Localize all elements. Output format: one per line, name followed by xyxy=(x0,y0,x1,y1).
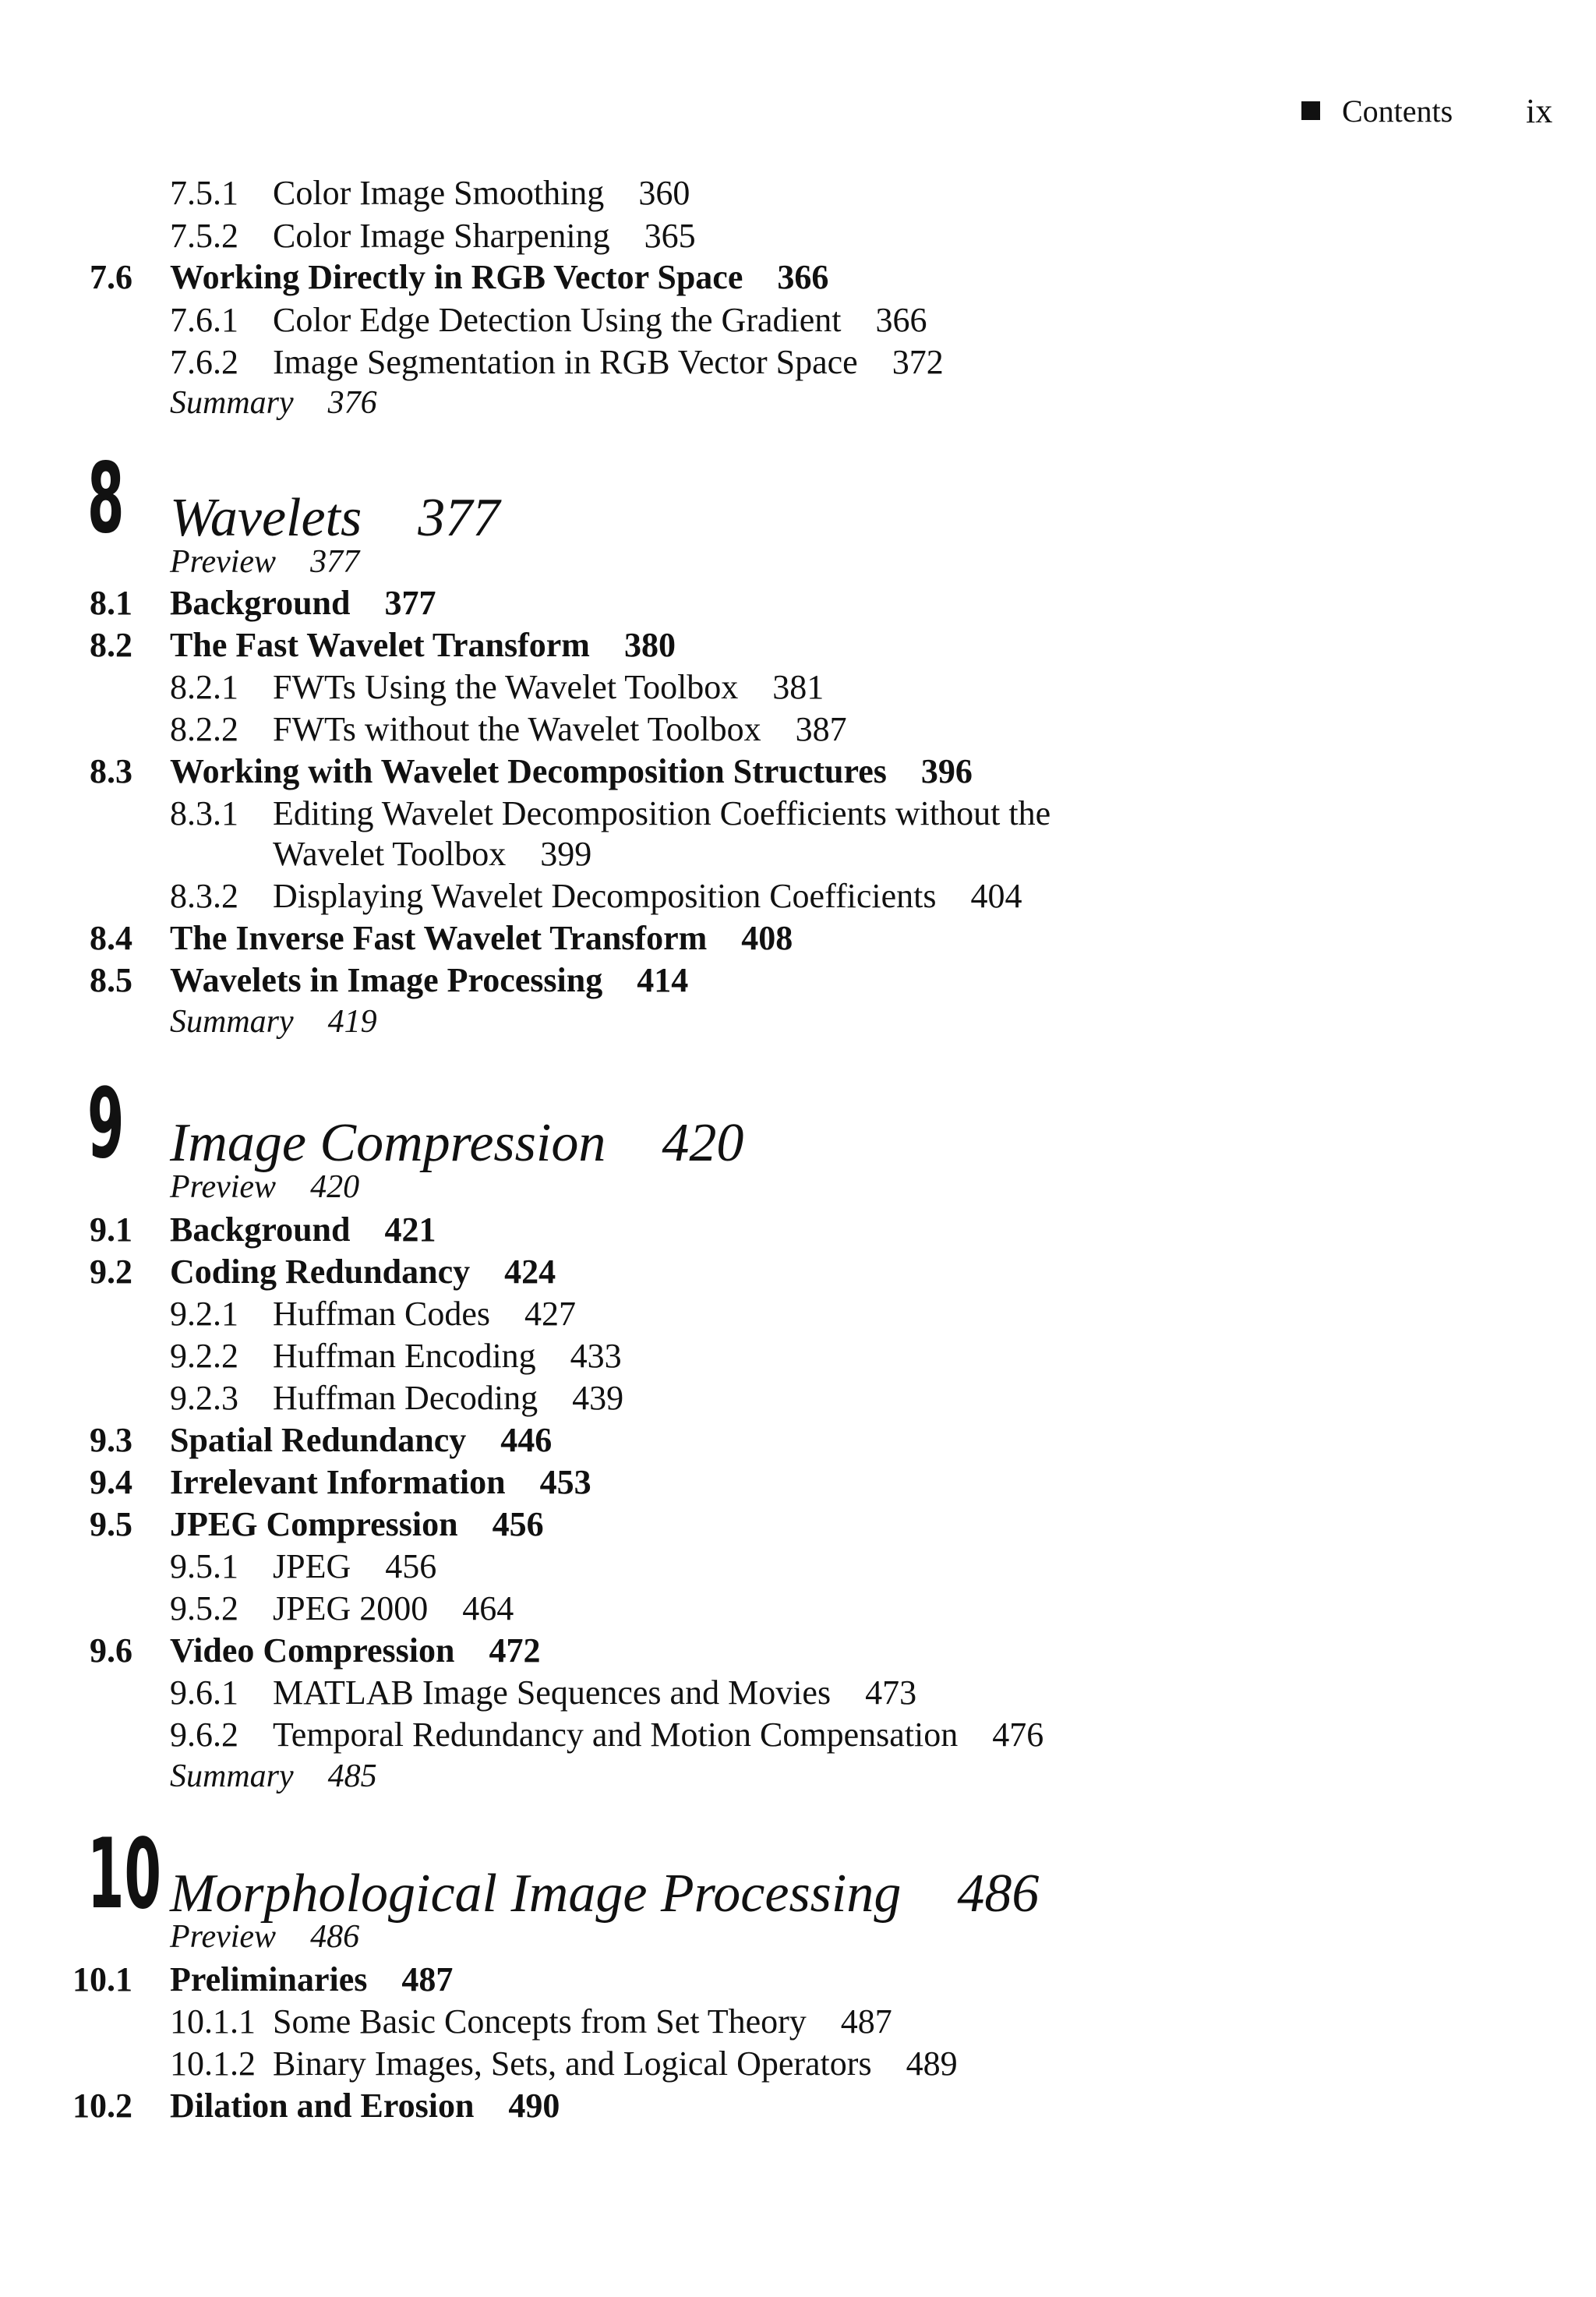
entry-number: 9.1 xyxy=(90,1210,132,1249)
entry-page: 419 xyxy=(327,1004,377,1040)
entry-title: Color Edge Detection Using the Gradient xyxy=(273,301,842,339)
entry-number: 8.2.2 xyxy=(170,710,238,748)
entry-number: 7.6.2 xyxy=(170,343,238,381)
entry-title: Dilation and Erosion xyxy=(170,2087,475,2125)
entry-page: 456 xyxy=(385,1547,437,1585)
entry-number: 10.1.2 xyxy=(170,2044,256,2083)
entry-page: 366 xyxy=(777,258,829,296)
summary-entry[interactable] xyxy=(170,1921,359,1953)
entry-title: Wavelets in Image Processing xyxy=(170,961,603,999)
section-entry[interactable] xyxy=(90,1253,556,1291)
chapter-title-text: Wavelets xyxy=(170,488,362,548)
entry-page: 453 xyxy=(539,1463,591,1501)
entry-title: The Inverse Fast Wavelet Transform xyxy=(170,919,708,957)
entry-title: JPEG Compression xyxy=(170,1505,458,1543)
running-head-label: Contents xyxy=(1342,93,1453,129)
entry-title: The Fast Wavelet Transform xyxy=(170,626,590,664)
entry-page: 490 xyxy=(508,2087,560,2125)
entry-title: Video Compression xyxy=(170,1631,455,1670)
entry-number: 8.2.1 xyxy=(170,668,238,706)
subsection-entry[interactable] xyxy=(170,345,944,380)
subsection-entry[interactable] xyxy=(170,1381,623,1415)
entry-title: Huffman Encoding xyxy=(273,1337,536,1375)
entry-number: 9.6.2 xyxy=(170,1716,238,1754)
entry-page: 381 xyxy=(772,668,824,706)
entry-number: 9.4 xyxy=(90,1463,132,1501)
entry-page: 476 xyxy=(992,1716,1044,1754)
summary-entry[interactable] xyxy=(170,1171,359,1203)
entry-title: Summary xyxy=(170,1758,294,1794)
entry-page: 387 xyxy=(795,710,847,748)
entry-page: 377 xyxy=(384,584,436,622)
entry-page: 472 xyxy=(489,1631,541,1670)
entry-number: 9.3 xyxy=(90,1421,132,1459)
entry-page: 489 xyxy=(906,2044,958,2083)
bullet-square-icon xyxy=(1301,101,1320,120)
entry-page: 408 xyxy=(741,919,793,957)
entry-title: Summary xyxy=(170,1004,294,1040)
entry-page: 473 xyxy=(865,1673,917,1712)
entry-number: 10.2 xyxy=(72,2087,132,2125)
entry-number: 8.4 xyxy=(90,919,132,957)
entry-page: 380 xyxy=(623,626,676,664)
entry-title: Background xyxy=(170,584,351,622)
section-entry[interactable] xyxy=(90,626,676,664)
section-entry[interactable] xyxy=(90,919,793,957)
entry-page: 376 xyxy=(327,385,377,421)
section-entry[interactable] xyxy=(90,1631,541,1670)
entry-title: Binary Images, Sets, and Logical Operators xyxy=(273,2044,872,2083)
entry-title: Huffman Decoding xyxy=(273,1379,538,1417)
entry-page: 421 xyxy=(384,1210,436,1249)
chapter-title-text: Image Compression xyxy=(170,1113,606,1173)
entry-title: JPEG 2000 xyxy=(273,1589,429,1627)
section-entry[interactable] xyxy=(90,1505,544,1543)
entry-page: 433 xyxy=(570,1337,622,1375)
subsection-entry[interactable] xyxy=(170,670,824,705)
entry-title: MATLAB Image Sequences and Movies xyxy=(273,1673,832,1712)
entry-title: Irrelevant Information xyxy=(170,1463,506,1501)
subsection-entry[interactable] xyxy=(170,794,1051,832)
entry-title: JPEG xyxy=(273,1547,351,1585)
entry-page: 372 xyxy=(892,343,944,381)
running-head xyxy=(1301,87,1553,134)
section-entry[interactable] xyxy=(90,961,689,999)
chapter-number: 9 xyxy=(87,1068,125,1180)
entry-page: 456 xyxy=(492,1505,544,1543)
entry-title: Some Basic Concepts from Set Theory xyxy=(273,2002,807,2041)
entry-page: 396 xyxy=(920,752,973,790)
subsection-entry[interactable] xyxy=(170,1339,622,1373)
entry-number: 9.2.2 xyxy=(170,1337,238,1375)
entry-page: 377 xyxy=(310,544,360,580)
entry-title: Preview xyxy=(170,1919,277,1955)
chapter-title[interactable] xyxy=(170,488,500,548)
entry-page: 427 xyxy=(524,1295,577,1333)
subsection-entry[interactable] xyxy=(273,837,591,871)
entry-number: 9.2.1 xyxy=(170,1295,238,1333)
chapter-title[interactable] xyxy=(170,1113,744,1173)
section-entry[interactable] xyxy=(90,752,973,790)
entry-number: 7.6 xyxy=(90,258,132,296)
entry-title: Displaying Wavelet Decomposition Coefficients xyxy=(273,877,937,915)
subsection-entry[interactable] xyxy=(170,303,927,337)
entry-number: 9.6 xyxy=(90,1631,132,1670)
entry-title: Coding Redundancy xyxy=(170,1253,471,1291)
entry-number: 9.5.1 xyxy=(170,1547,238,1585)
subsection-entry[interactable] xyxy=(170,712,847,747)
entry-number: 7.6.1 xyxy=(170,301,238,339)
entry-title: Huffman Codes xyxy=(273,1295,491,1333)
subsection-entry[interactable] xyxy=(170,176,690,210)
entry-title: Color Image Sharpening xyxy=(273,217,610,255)
entry-number: 8.3.1 xyxy=(170,794,238,832)
subsection-entry[interactable] xyxy=(170,1297,576,1331)
entry-title: Working Directly in RGB Vector Space xyxy=(170,258,743,296)
subsection-entry[interactable] xyxy=(170,2044,958,2083)
entry-number: 8.3 xyxy=(90,752,132,790)
page-number: ix xyxy=(1526,91,1553,130)
entry-page: 446 xyxy=(500,1421,553,1459)
entry-title: Summary xyxy=(170,385,294,421)
subsection-entry[interactable] xyxy=(170,879,1022,913)
entry-number: 9.2 xyxy=(90,1253,132,1291)
entry-title: Editing Wavelet Decomposition Coefficients without the xyxy=(273,794,1051,832)
summary-entry[interactable] xyxy=(170,1005,377,1038)
entry-title: Image Segmentation in RGB Vector Space xyxy=(273,343,858,381)
entry-number: 9.6.1 xyxy=(170,1673,238,1712)
entry-number: 9.5.2 xyxy=(170,1589,238,1627)
entry-page: 464 xyxy=(462,1589,514,1627)
subsection-entry[interactable] xyxy=(170,1718,1043,1752)
section-entry[interactable] xyxy=(72,1960,454,1998)
entry-title: Color Image Smoothing xyxy=(273,174,605,212)
summary-entry[interactable] xyxy=(170,387,377,419)
entry-page: 424 xyxy=(504,1253,556,1291)
section-entry[interactable] xyxy=(90,258,829,296)
entry-title: Wavelet Toolbox xyxy=(273,835,507,873)
entry-title: Spatial Redundancy xyxy=(170,1421,467,1459)
entry-title: Background xyxy=(170,1210,351,1249)
summary-entry[interactable] xyxy=(170,546,359,578)
chapter-page: 486 xyxy=(957,1864,1040,1924)
entry-number: 7.5.1 xyxy=(170,174,238,212)
entry-title: FWTs Using the Wavelet Toolbox xyxy=(273,668,739,706)
entry-page: 420 xyxy=(310,1169,360,1205)
entry-number: 9.5 xyxy=(90,1505,132,1543)
subsection-entry[interactable] xyxy=(170,1589,514,1627)
chapter-title-text: Morphological Image Processing xyxy=(170,1864,902,1924)
entry-number: 8.5 xyxy=(90,961,132,999)
entry-number: 8.3.2 xyxy=(170,877,238,915)
entry-title: Preview xyxy=(170,1169,277,1205)
chapter-number: 8 xyxy=(87,443,125,555)
subsection-entry[interactable] xyxy=(170,219,696,253)
entry-number: 8.2 xyxy=(90,626,132,664)
chapter-page: 420 xyxy=(662,1113,744,1173)
chapter-number: 10 xyxy=(87,1818,161,1931)
entry-title: FWTs without the Wavelet Toolbox xyxy=(273,710,761,748)
entry-number: 10.1 xyxy=(72,1960,132,1998)
subsection-entry[interactable] xyxy=(170,1547,437,1585)
chapter-page: 377 xyxy=(418,488,500,548)
entry-page: 404 xyxy=(970,877,1022,915)
entry-number: 10.1.1 xyxy=(170,2002,256,2041)
section-entry[interactable] xyxy=(90,1210,436,1249)
entry-number: 8.1 xyxy=(90,584,132,622)
entry-page: 486 xyxy=(310,1919,360,1955)
entry-page: 487 xyxy=(401,1960,454,1998)
entry-page: 365 xyxy=(644,217,696,255)
entry-title: Temporal Redundancy and Motion Compensation xyxy=(273,1716,959,1754)
entry-page: 414 xyxy=(637,961,689,999)
section-entry[interactable] xyxy=(90,1421,553,1459)
entry-number: 7.5.2 xyxy=(170,217,238,255)
summary-entry[interactable] xyxy=(170,1760,377,1793)
entry-page: 485 xyxy=(327,1758,377,1794)
section-entry[interactable] xyxy=(90,1463,591,1501)
entry-page: 399 xyxy=(540,835,592,873)
subsection-entry[interactable] xyxy=(170,2002,892,2041)
entry-page: 439 xyxy=(572,1379,624,1417)
entry-title: Preliminaries xyxy=(170,1960,368,1998)
chapter-title[interactable] xyxy=(170,1864,1040,1924)
entry-title: Working with Wavelet Decomposition Structures xyxy=(170,752,887,790)
section-entry[interactable] xyxy=(72,2087,560,2125)
entry-title: Preview xyxy=(170,544,277,580)
subsection-entry[interactable] xyxy=(170,1673,917,1712)
entry-page: 487 xyxy=(840,2002,892,2041)
entry-page: 360 xyxy=(638,174,690,212)
entry-number: 9.2.3 xyxy=(170,1379,238,1417)
section-entry[interactable] xyxy=(90,584,436,622)
entry-page: 366 xyxy=(875,301,927,339)
